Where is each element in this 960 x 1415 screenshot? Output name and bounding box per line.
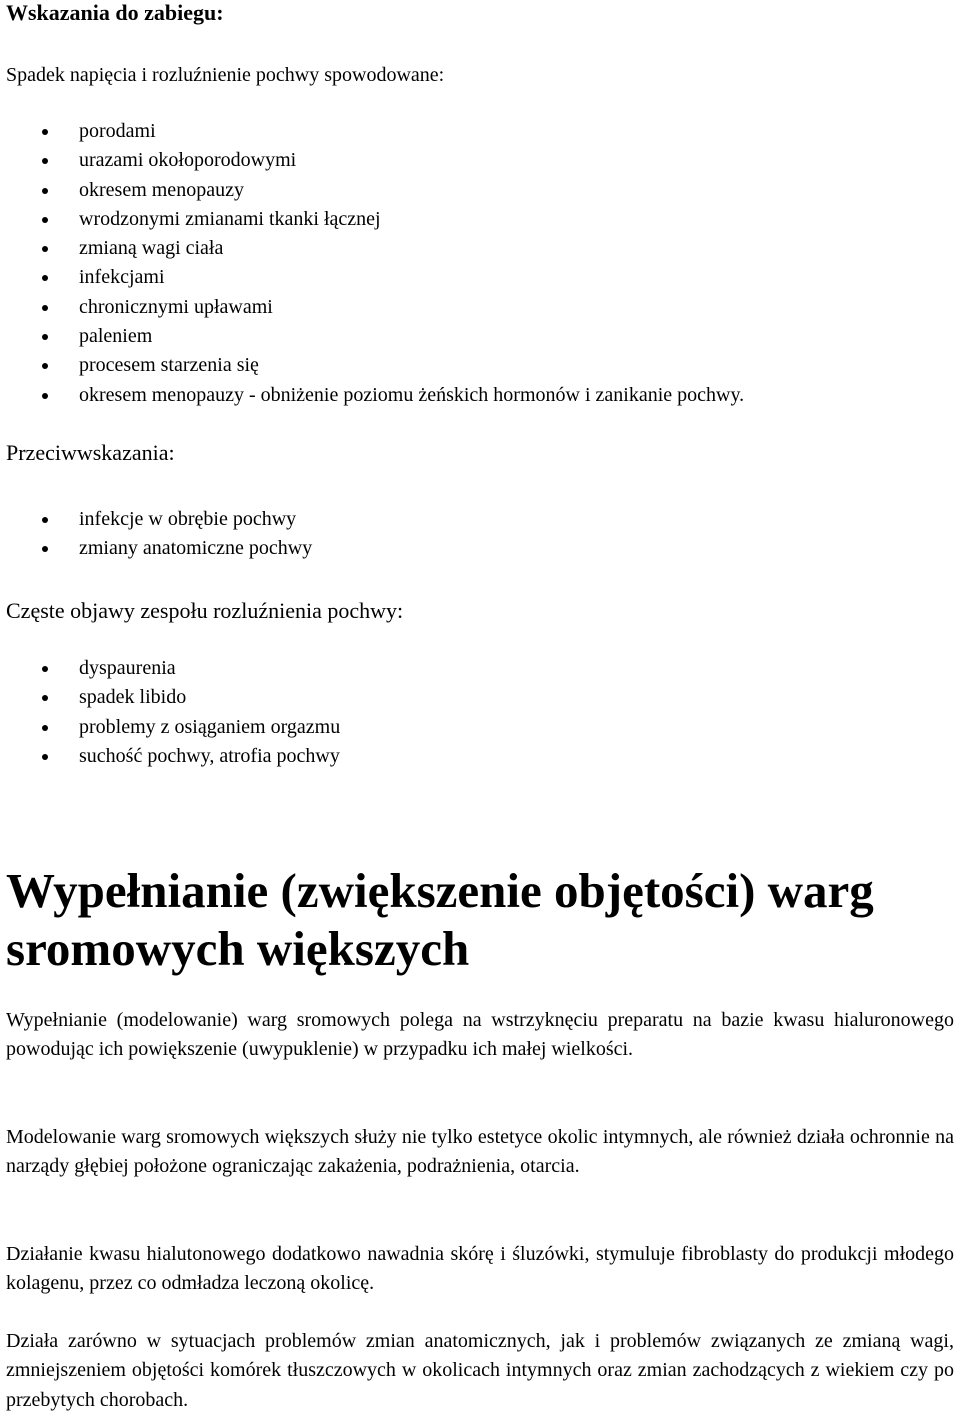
- list-item: spadek libido: [6, 683, 340, 712]
- list-item: problemy z osiąganiem orgazmu: [6, 713, 340, 742]
- bullet-icon: [42, 517, 48, 523]
- list-item: paleniem: [6, 322, 744, 351]
- indications-list: [6, 117, 744, 410]
- bullet-icon: [42, 275, 48, 281]
- bullet-icon: [42, 334, 48, 340]
- list-item: chronicznymi upławami: [6, 293, 744, 322]
- paragraph: Działa zarówno w sytuacjach problemów zmian anatomicznych, jak i problemów związanych ze zmianą wagi, zmniejszeniem objętości komórek tłuszczowych w okolicach intymnych oraz zmian zachodzących z wiekiem czy po przebytych chorobach.: [6, 1330, 954, 1411]
- list-item: urazami okołoporodowymi: [6, 146, 744, 175]
- list-item: zmiany anatomiczne pochwy: [6, 534, 312, 563]
- bullet-icon: [42, 666, 48, 672]
- list-item: okresem menopauzy - obniżenie poziomu żeńskich hormonów i zanikanie pochwy.: [6, 381, 744, 410]
- bullet-icon: [42, 188, 48, 194]
- paragraph: Działanie kwasu hialutonowego dodatkowo nawadnia skórę i śluzówki, stymuluje fibroblasty do produkcji młodego kolagenu, przez co odmładza leczoną okolicę.: [6, 1243, 954, 1295]
- indications-heading: Wskazania do zabiegu:: [6, 0, 224, 25]
- list-item: infekcjami: [6, 263, 744, 292]
- contraindications-heading: Przeciwwskazania:: [6, 440, 175, 465]
- symptoms-heading: Częste objawy zespołu rozluźnienia pochwy:: [6, 598, 404, 623]
- bullet-icon: [42, 754, 48, 760]
- bullet-icon: [42, 725, 48, 731]
- list-item: okresem menopauzy: [6, 176, 744, 205]
- list-item: procesem starzenia się: [6, 351, 744, 380]
- bullet-icon: [42, 546, 48, 552]
- bullet-icon: [42, 695, 48, 701]
- contraindications-list: [6, 505, 312, 564]
- list-item: wrodzonymi zmianami tkanki łącznej: [6, 205, 744, 234]
- bullet-icon: [42, 217, 48, 223]
- bullet-icon: [42, 246, 48, 252]
- filling-title: Wypełnianie (zwiększenie objętości) warg sromowych większych: [6, 863, 874, 976]
- indications-intro: Spadek napięcia i rozluźnienie pochwy spowodowane:: [6, 64, 445, 86]
- symptoms-list: [6, 654, 340, 771]
- bullet-icon: [42, 129, 48, 135]
- list-item: infekcje w obrębie pochwy: [6, 505, 312, 534]
- paragraph: Wypełnianie (modelowanie) warg sromowych polega na wstrzyknęciu preparatu na bazie kwasu hialuronowego powodując ich powiększenie (uwypuklenie) w przypadku ich małej wielkości.: [6, 1009, 954, 1061]
- list-item: zmianą wagi ciała: [6, 234, 744, 263]
- bullet-icon: [42, 393, 48, 399]
- list-item: dyspaurenia: [6, 654, 340, 683]
- bullet-icon: [42, 363, 48, 369]
- paragraph: Modelowanie warg sromowych większych służy nie tylko estetyce okolic intymnych, ale również działa ochronnie na narządy głębiej położone ograniczając zakażenia, podrażnienia, otarcia.: [6, 1126, 954, 1178]
- list-item: porodami: [6, 117, 744, 146]
- bullet-icon: [42, 158, 48, 164]
- list-item: suchość pochwy, atrofia pochwy: [6, 742, 340, 771]
- bullet-icon: [42, 305, 48, 311]
